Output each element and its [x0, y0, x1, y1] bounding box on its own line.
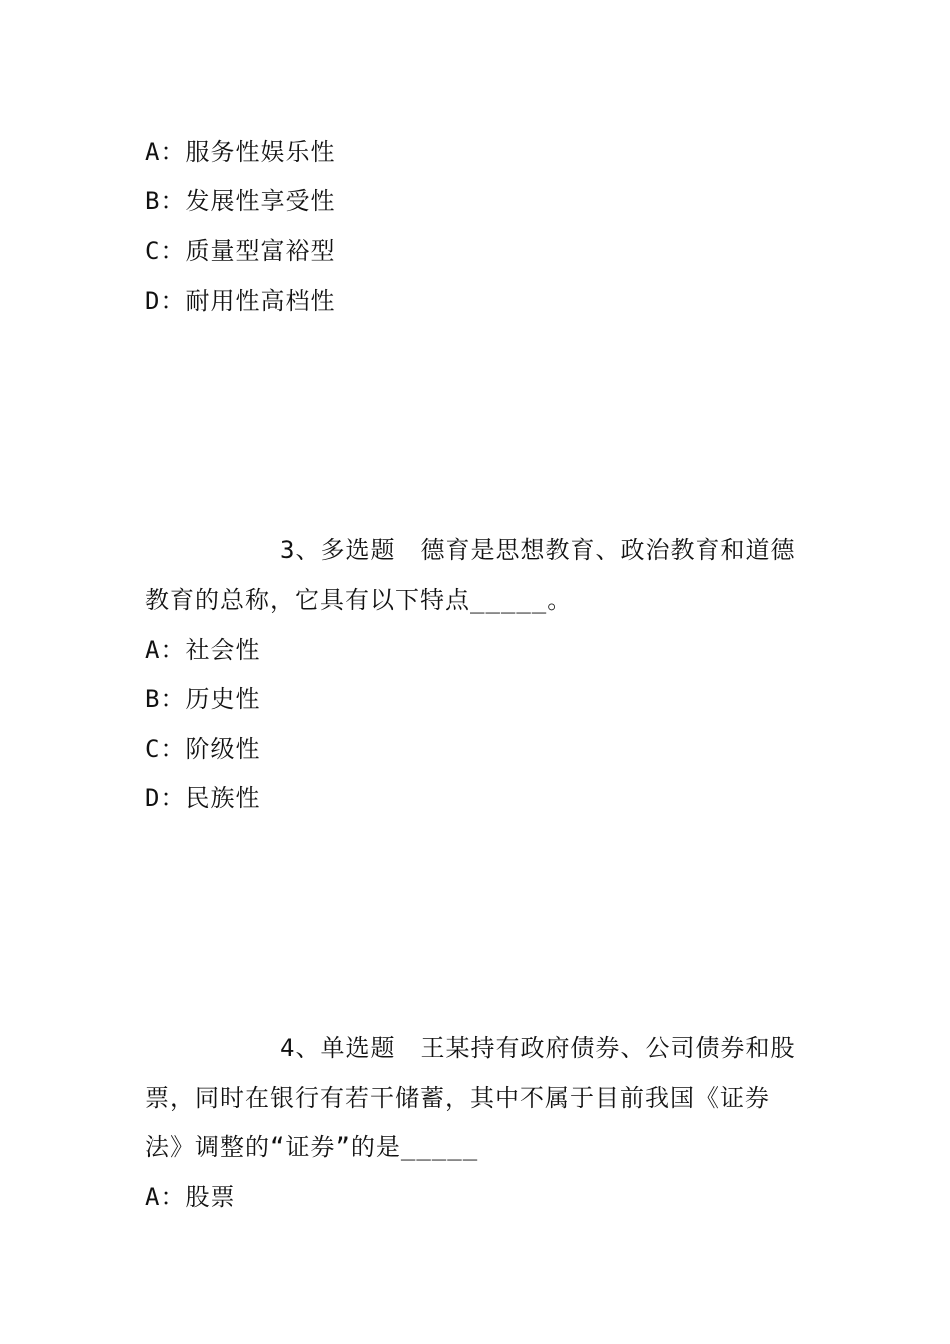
question-3-heading: 3、多选题 德育是思想教育、政治教育和道德: [280, 536, 796, 564]
question-4-option-a: A：股票: [145, 1183, 236, 1211]
option-d: D：耐用性高档性: [145, 287, 336, 315]
question-3-text: 教育的总称，它具有以下特点_____。: [145, 586, 573, 614]
question-3-option-a: A：社会性: [145, 636, 261, 664]
question-4-text-line-2: 法》调整的“证券”的是_____: [145, 1133, 479, 1161]
question-4-heading: 4、单选题 王某持有政府债券、公司债券和股: [280, 1034, 796, 1062]
question-3-option-c: C：阶级性: [145, 735, 261, 763]
question-4-text-line-1: 票，同时在银行有若干储蓄，其中不属于目前我国《证券: [145, 1084, 770, 1112]
option-c: C：质量型富裕型: [145, 237, 336, 265]
option-a: A：服务性娱乐性: [145, 138, 336, 166]
option-b: B：发展性享受性: [145, 187, 336, 215]
question-3-option-b: B：历史性: [145, 685, 261, 713]
question-3-option-d: D：民族性: [145, 784, 261, 812]
